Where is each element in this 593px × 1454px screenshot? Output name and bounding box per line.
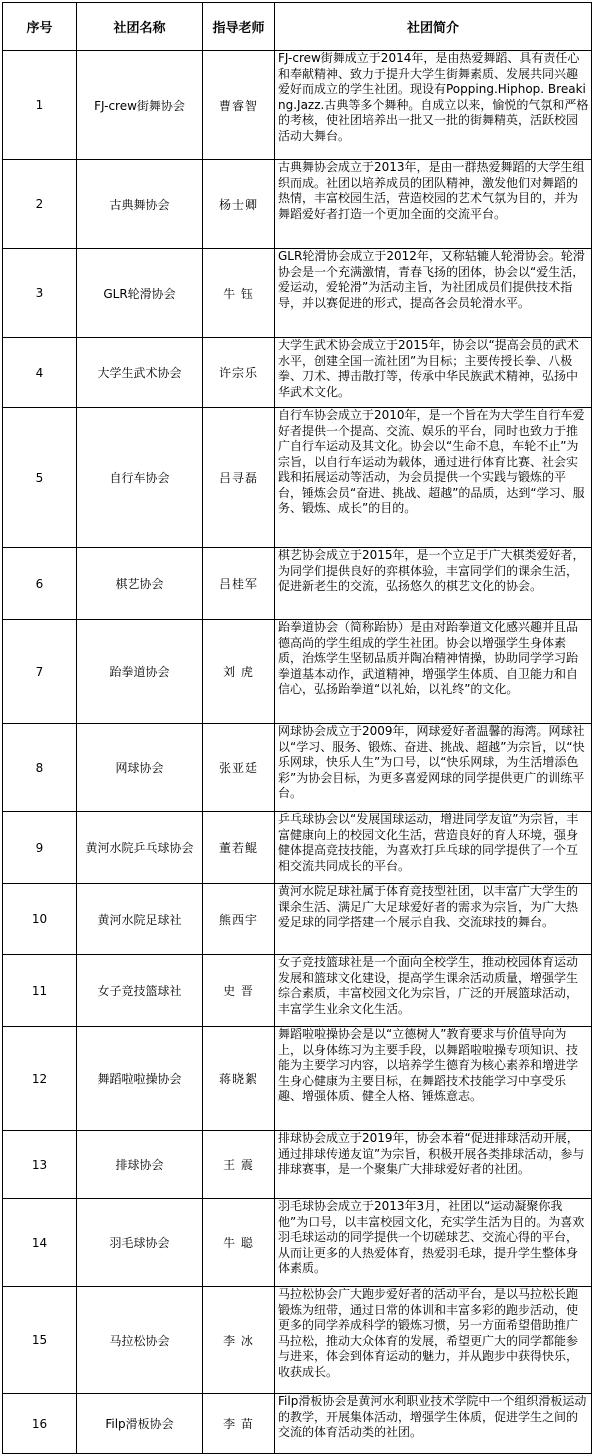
table-row xyxy=(3,249,592,338)
club-intro-cell xyxy=(275,1287,592,1394)
club-intro-cell xyxy=(275,1394,592,1454)
club-intro-cell xyxy=(275,1027,592,1131)
club-intro-cell xyxy=(275,338,592,408)
table-row xyxy=(3,955,592,1027)
club-name: FJ-crew街舞协会 xyxy=(77,51,203,160)
club-name: 马拉松协会 xyxy=(77,1287,203,1394)
row-num: 13 xyxy=(3,1131,77,1199)
teacher-name: 刘 虎 xyxy=(203,620,275,724)
club-name: 黄河水院足球社 xyxy=(77,884,203,955)
table-row xyxy=(3,1027,592,1131)
club-name: 舞蹈啦啦操协会 xyxy=(77,1027,203,1131)
row-num: 2 xyxy=(3,160,77,249)
row-num: 8 xyxy=(3,724,77,812)
club-intro-cell xyxy=(275,160,592,249)
club-name: GLR轮滑协会 xyxy=(77,249,203,338)
teacher-name: 董若鲲 xyxy=(203,812,275,884)
club-name: 自行车协会 xyxy=(77,408,203,548)
teacher-name: 吕寻磊 xyxy=(203,408,275,548)
teacher-name: 许宗乐 xyxy=(203,338,275,408)
club-name: 网球协会 xyxy=(77,724,203,812)
row-num: 12 xyxy=(3,1027,77,1131)
club-intro: 网球协会成立于2009年，网球爱好者温馨的海湾。网球社以“学习、服务、锻炼、奋进、挑战、超越”为宗旨，以“快乐网球，快乐人生”为口号，以“快乐网球，为生活增添色彩”为协会目标，为更多喜爱网球的同学提供更广的训练平台。 xyxy=(278,724,585,800)
club-name: 女子竞技篮球社 xyxy=(77,955,203,1027)
teacher-name: 李 苗 xyxy=(203,1394,275,1454)
header-intro: 社团简介 xyxy=(275,3,592,51)
teacher-name: 曹睿智 xyxy=(203,51,275,160)
table-row xyxy=(3,1394,592,1454)
teacher-name: 张亚廷 xyxy=(203,724,275,812)
club-intro: 排球协会成立于2019年，协会本着“促进排球活动开展，通过排球传递友谊”为宗旨，积极开展各类排球活动，参与排球赛事，是一个聚集广大排球爱好者的社团。 xyxy=(278,1131,585,1176)
teacher-name: 李 冰 xyxy=(203,1287,275,1394)
teacher-name: 史 晋 xyxy=(203,955,275,1027)
row-num: 16 xyxy=(3,1394,77,1454)
header-row xyxy=(3,3,592,51)
table-row xyxy=(3,724,592,812)
club-intro: 大学生武术协会成立于2015年，协会以“提高会员的武术水平，创建全国一流社团”为目标；主要传授长拳、八极拳、刀术、搏击散打等，传承中华民族武术精神，弘扬中华武术文化。 xyxy=(278,338,579,399)
club-intro: 女子竞技篮球社是一个面向全校学生，推动校园体育运动发展和篮球文化建设，提高学生课余活动质量，增强学生综合素质，丰富校园文化为宗旨，广泛的开展篮球活动，丰富学生业余文化生活。 xyxy=(278,955,579,1016)
club-intro: FJ-crew街舞成立于2014年，是由热爱舞蹈、具有责任心和奉献精神、致力于提升大学生街舞素质、发展共同兴趣爱好而成立的学生社团。现设有Popping.Hiphop. Breaking.Jazz.古典等多个舞种。自成立以来，愉悦的气氛和严格的考核，使社团培养出一批又一批的街舞精英，活跃校园活动大舞台。 xyxy=(278,51,589,143)
club-intro-cell xyxy=(275,408,592,548)
club-intro-cell xyxy=(275,249,592,338)
club-name: 羽毛球协会 xyxy=(77,1199,203,1287)
teacher-name: 熊西宇 xyxy=(203,884,275,955)
table-row xyxy=(3,1131,592,1199)
club-intro-cell xyxy=(275,51,592,160)
row-num: 6 xyxy=(3,548,77,620)
club-name: 古典舞协会 xyxy=(77,160,203,249)
header-teacher: 指导老师 xyxy=(203,3,275,51)
teacher-name: 牛 钰 xyxy=(203,249,275,338)
club-intro: 自行车协会成立于2010年，是一个旨在为大学生自行车爱好者提供一个提高、交流、娱乐的平台，同时也致力于推广自行车运动及其文化。协会以“生命不息，车轮不止”为宗旨，以自行车运动为载体，通过进行体育比赛、社会实践和拓展运动等活动，为会员提供一个实践与锻炼的平台，锤炼会员“奋进、挑战、超越”的品质，达到“学习、服务、锻炼、成长”的目的。 xyxy=(278,408,585,515)
row-num: 5 xyxy=(3,408,77,548)
row-num: 1 xyxy=(3,51,77,160)
club-table xyxy=(2,2,592,1454)
club-intro: Filp滑板协会是黄河水利职业技术学院中一个组织滑板运动的教学，开展集体活动，增强学生体质，促进学生之间的交流的体育活动类的社团。 xyxy=(278,1394,587,1439)
club-intro: 棋艺协会成立于2015年，是一个立足于广大棋类爱好者，为同学们提供良好的弈棋体验，丰富同学们的课余生活，促进新老生的交流，弘扬悠久的棋艺文化的协会。 xyxy=(278,548,585,593)
club-intro: 乒乓球协会以“发展国球运动，增进同学友谊”为宗旨，丰富健康向上的校园文化生活，营造良好的育人环境，强身健体提高竞技技能，为喜欢打乒乓球的同学提供了一个互相交流共同成长的平台。 xyxy=(278,812,579,873)
row-num: 7 xyxy=(3,620,77,724)
club-intro-cell xyxy=(275,1199,592,1287)
club-intro-cell xyxy=(275,724,592,812)
club-name: Filp滑板协会 xyxy=(77,1394,203,1454)
club-intro-cell xyxy=(275,548,592,620)
table-row xyxy=(3,160,592,249)
row-num: 10 xyxy=(3,884,77,955)
header-name: 社团名称 xyxy=(77,3,203,51)
club-name: 大学生武术协会 xyxy=(77,338,203,408)
club-intro: 黄河水院足球社属于体育竞技型社团，以丰富广大学生的课余生活、满足广大足球爱好者的需求为宗旨，为广大热爱足球的同学搭建一个展示自我、交流球技的舞台。 xyxy=(278,884,579,929)
club-intro: 古典舞协会成立于2013年，是由一群热爱舞蹈的大学生组织而成。社团以培养成员的团队精神，激发他们对舞蹈的热情，丰富校园生活，营造校园的艺术气氛为目的，并为舞蹈爱好者打造一个更加全面的交流平台。 xyxy=(278,160,585,221)
teacher-name: 蒋晓絮 xyxy=(203,1027,275,1131)
row-num: 11 xyxy=(3,955,77,1027)
teacher-name: 王 震 xyxy=(203,1131,275,1199)
row-num: 3 xyxy=(3,249,77,338)
club-intro-cell xyxy=(275,955,592,1027)
club-name: 跆拳道协会 xyxy=(77,620,203,724)
table-row xyxy=(3,408,592,548)
club-name: 排球协会 xyxy=(77,1131,203,1199)
teacher-name: 杨士卿 xyxy=(203,160,275,249)
header-num: 序号 xyxy=(3,3,77,51)
table-row xyxy=(3,1199,592,1287)
club-intro-cell xyxy=(275,1131,592,1199)
club-intro: 舞蹈啦啦操协会是以“立德树人”教育要求与价值导向为上，以身体练习为主要手段，以舞蹈啦啦操专项知识、技能为主要学习内容，以培养学生德育为核心素养和增进学生身心健康为主要目标，在舞蹈技术技能学习中享受乐趣、增强体质、健全人格、锤炼意志。 xyxy=(278,1027,579,1103)
row-num: 14 xyxy=(3,1199,77,1287)
table-row xyxy=(3,812,592,884)
club-intro-cell xyxy=(275,620,592,724)
table-row xyxy=(3,548,592,620)
teacher-name: 吕桂军 xyxy=(203,548,275,620)
club-intro-cell xyxy=(275,812,592,884)
club-intro: 马拉松协会广大跑步爱好者的活动平台，是以马拉松长跑锻炼为纽带，通过日常的体训和丰富多彩的跑步活动，使更多的同学养成科学的锻炼习惯，另一方面希望借助推广马拉松，推动大众体育的发展，希望更广大的同学都能参与进来，体会到体育运动的魅力，并从跑步中获得快乐，收获成长。 xyxy=(278,1287,579,1379)
row-num: 9 xyxy=(3,812,77,884)
row-num: 4 xyxy=(3,338,77,408)
table-row xyxy=(3,51,592,160)
club-intro-cell xyxy=(275,884,592,955)
table-row xyxy=(3,884,592,955)
table-row xyxy=(3,1287,592,1394)
teacher-name: 牛 聪 xyxy=(203,1199,275,1287)
club-intro: 跆拳道协会（简称跆协）是由对跆拳道文化感兴趣并且品德高尚的学生组成的学生社团。协会以增强学生身体素质，治炼学生坚韧品质并陶冶精神情操，协助同学学习跆拳道基本动作，武道精神，增强学生体质、自卫能力和自信心，弘扬跆拳道“以礼始，以礼终”的文化。 xyxy=(278,620,579,696)
row-num: 15 xyxy=(3,1287,77,1394)
club-name: 棋艺协会 xyxy=(77,548,203,620)
table-row xyxy=(3,620,592,724)
table-row xyxy=(3,338,592,408)
club-intro: 羽毛球协会成立于2013年3月，社团以“运动凝聚你我他”为口号，以丰富校园文化，充实学生活为目的。为喜欢羽毛球运动的同学提供一个切磋球艺、交流心得的平台，从而让更多的人热爱体育，热爱羽毛球，提升学生整体身体素质。 xyxy=(278,1199,585,1275)
club-intro: GLR轮滑协会成立于2012年，又称轱辘人轮滑协会。轮滑协会是一个充满激情，青春飞扬的团体，协会以“爱生活，爱运动，爱轮滑”为活动主旨，为社团成员们提供技术指导，并以赛促进的形式，提高各会员轮滑水平。 xyxy=(278,249,585,310)
club-name: 黄河水院乒乓球协会 xyxy=(77,812,203,884)
